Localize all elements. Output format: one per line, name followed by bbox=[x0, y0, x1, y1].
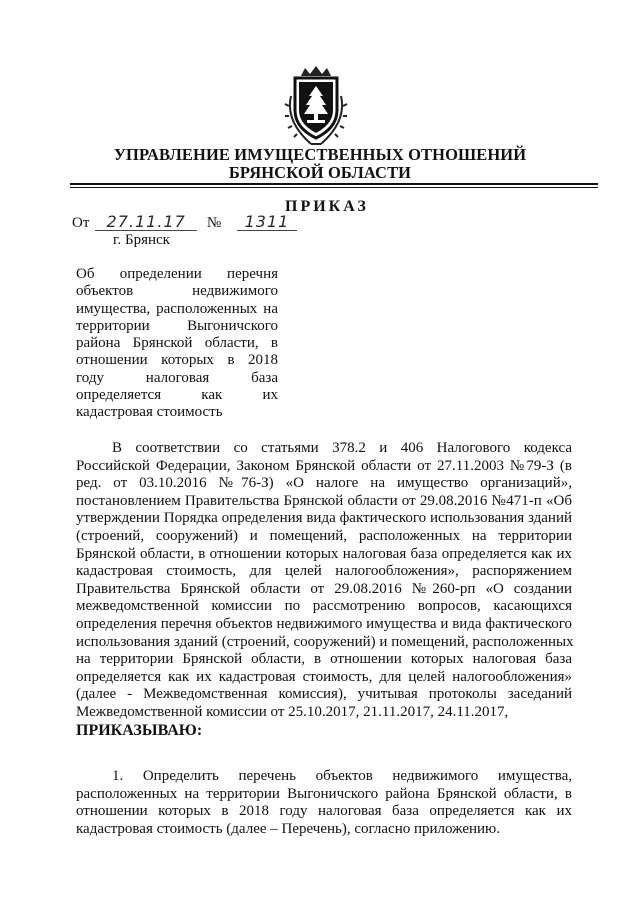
document-city: г. Брянск bbox=[113, 232, 170, 248]
preamble-line: кадастровая стоимость, для целей налогообложения», распоряжением bbox=[76, 563, 572, 580]
preamble-line: на территории Брянской области, в отношении которых налоговая база bbox=[76, 651, 572, 668]
subject-line: году налоговая база bbox=[76, 369, 278, 386]
order-item-line: 1. Определить перечень объектов недвижимого имущества, bbox=[112, 768, 572, 784]
preamble-line: утверждении Порядка определения вида фактического использования зданий bbox=[76, 510, 572, 527]
preamble-line: определяется как их кадастровая стоимость, для целей налогообложения» bbox=[76, 668, 572, 685]
preamble-line: (далее - Межведомственная комиссия), учитывая протоколы заседаний bbox=[76, 686, 572, 703]
document-date-number-row bbox=[72, 213, 297, 233]
subject-line: отношении которых в 2018 bbox=[76, 352, 278, 369]
preamble-line: межведомственной комиссии по рассмотрению вопросов, касающихся bbox=[76, 598, 572, 615]
subject-line: объектов недвижимого bbox=[76, 283, 278, 300]
subject-line: района Брянской области, в bbox=[76, 335, 278, 352]
subject-line: определяется как их bbox=[76, 387, 278, 404]
preamble-line: постановлением Правительства Брянской области от 29.08.2016 №471-п «Об bbox=[76, 492, 572, 509]
preamble-line: ред. от 03.10.2016 №76-З) «О налоге на имущество организаций», bbox=[76, 475, 572, 492]
preamble-line: использования зданий (строений, сооружений) и помещений, расположенных bbox=[76, 633, 574, 650]
coat-of-arms-icon bbox=[281, 66, 351, 148]
subject-line: Об определении перечня bbox=[76, 266, 278, 282]
preamble-line: Правительства Брянской области от 29.08.2016 №260-рп «О создании bbox=[76, 580, 572, 597]
subject-line: кадастровая стоимость bbox=[76, 404, 223, 421]
preamble-paragraph bbox=[76, 440, 572, 722]
order-item-line: кадастровая стоимость (далее – Перечень), согласно приложению. bbox=[76, 820, 500, 837]
organization-name-line1: УПРАВЛЕНИЕ ИМУЩЕСТВЕННЫХ ОТНОШЕНИЙ bbox=[113, 145, 527, 164]
subject-line: территории Выгоничского bbox=[76, 317, 278, 334]
organization-name-line2: БРЯНСКОЙ ОБЛАСТИ bbox=[228, 163, 412, 182]
number-label: № bbox=[206, 215, 222, 231]
subject-block bbox=[76, 266, 278, 422]
document-type-title: ПРИКАЗ bbox=[285, 198, 369, 215]
preamble-line: В соответствии со статьями 378.2 и 406 Налогового кодекса bbox=[112, 440, 572, 456]
preamble-line: (строений, сооружений) и помещений, расположенных на территории bbox=[76, 527, 572, 544]
handwritten-number: 1311 bbox=[237, 214, 297, 231]
preamble-line: Брянской области, в отношении которых налоговая база определяется как их bbox=[76, 545, 572, 562]
date-label: От bbox=[72, 215, 90, 231]
order-item-line: расположенных на территории Выгоничского района Брянской области, в bbox=[76, 785, 572, 802]
preamble-line: определения перечня объектов недвижимого имущества и вида фактического bbox=[76, 615, 572, 632]
subject-line: имущества, расположенных на bbox=[76, 300, 278, 317]
orders-heading: ПРИКАЗЫВАЮ: bbox=[76, 722, 203, 739]
order-item-line: отношении которых в 2018 году налоговая база определяется как их bbox=[76, 803, 572, 820]
header-divider-thin bbox=[70, 187, 598, 188]
preamble-line: Межведомственной комиссии от 25.10.2017, 21.11.2017, 24.11.2017, bbox=[76, 703, 509, 720]
preamble-line: Российской Федерации, Законом Брянской области от 27.11.2003 №79-З (в bbox=[76, 457, 572, 474]
header-divider-thick bbox=[70, 183, 598, 185]
handwritten-date: 27.11.17 bbox=[95, 214, 197, 231]
order-item-1 bbox=[76, 768, 572, 838]
